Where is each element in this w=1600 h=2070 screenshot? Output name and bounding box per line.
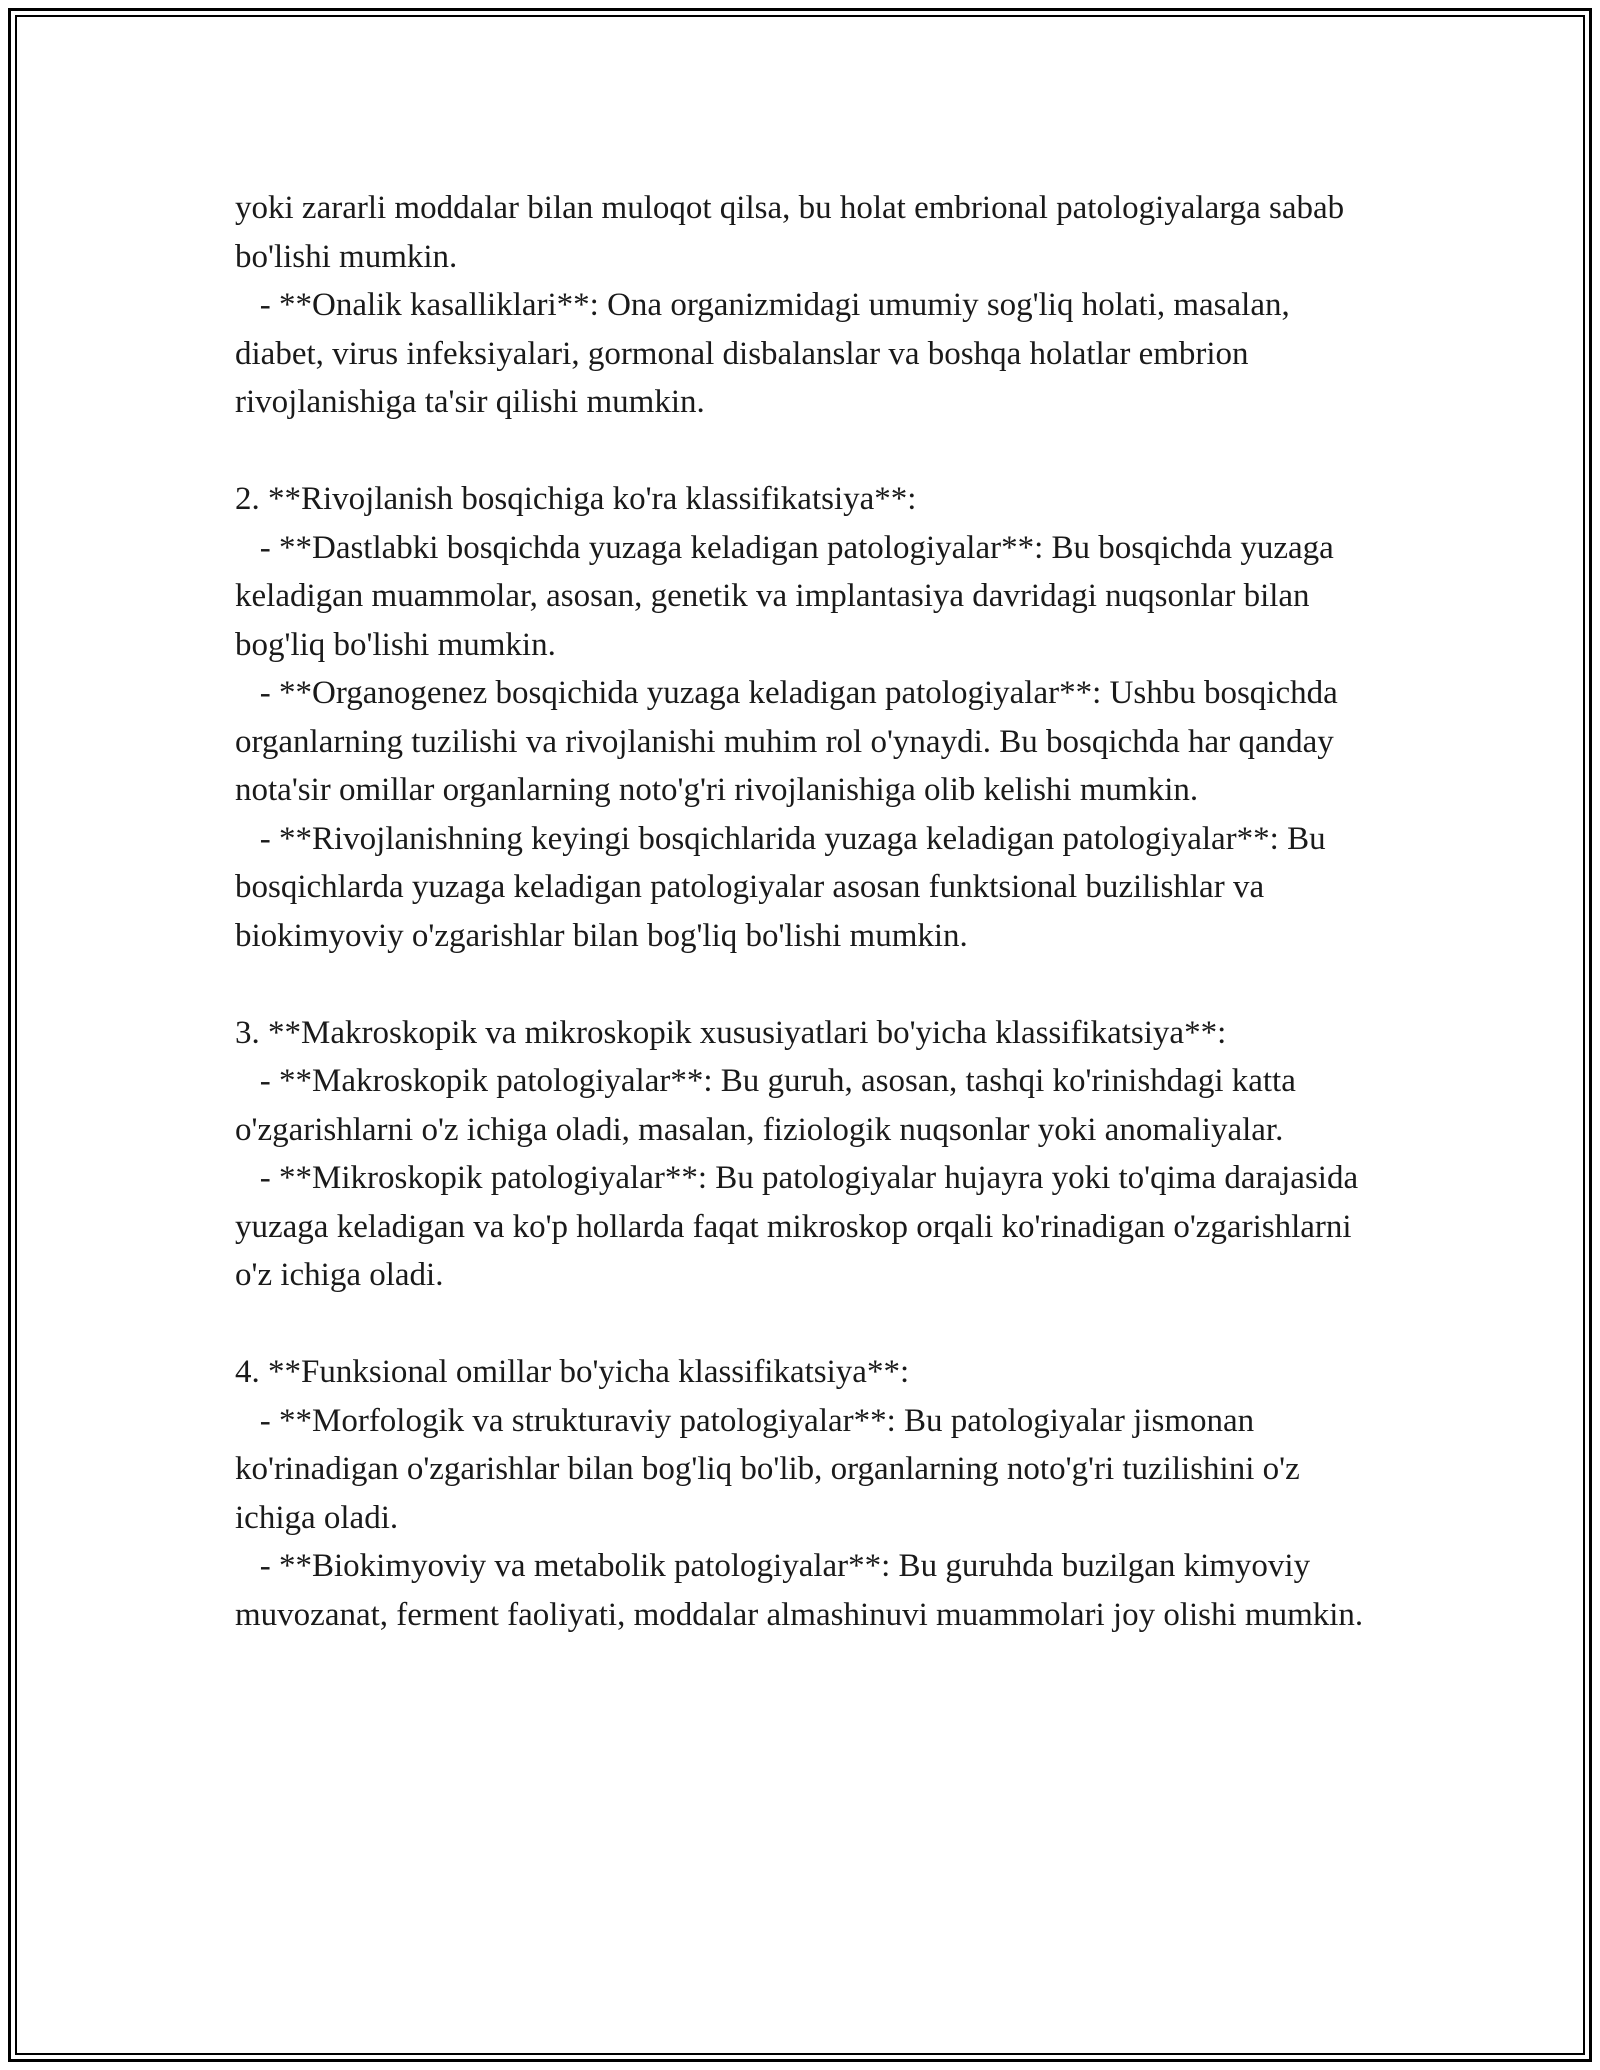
document-body bbox=[235, 184, 1375, 1639]
blank-line bbox=[235, 427, 1375, 476]
list-item-dastlabki-bosqich: - **Dastlabki bosqichda yuzaga keladigan patologiyalar**: Bu bosqichda yuzaga keladigan muammolar, asosan, genetik va implantasiya davridagi nuqsonlar bilan bog'liq bo'lishi mumkin. bbox=[235, 529, 1343, 663]
blank-line bbox=[235, 960, 1375, 1009]
list-item-keyingi-bosqichlar: - **Rivojlanishning keyingi bosqichlarida yuzaga keladigan patologiyalar**: Bu bosqichlarda yuzaga keladigan patologiyalar asosan funktsional buzilishlar va biokimyoviy o'zgarishlar bilan bog'liq bo'lishi mumkin. bbox=[235, 820, 1334, 954]
list-item-makroskopik: - **Makroskopik patologiyalar**: Bu guruh, asosan, tashqi ko'rinishdagi katta o'zgarishlarni o'z ichiga oladi, masalan, fiziologik nuqsonlar yoki anomaliyalar. bbox=[235, 1063, 1305, 1148]
list-item-onalik-kasalliklari: - **Onalik kasalliklari**: Ona organizmidagi umumiy sog'liq holati, masalan, diabet, virus infeksiyalari, gormonal disbalanslar va boshqa holatlar embrion rivojlanishiga ta'sir qilishi mumkin. bbox=[235, 287, 1298, 420]
section-heading-3: 3. **Makroskopik va mikroskopik xususiyatlari bo'yicha klassifikatsiya**: bbox=[235, 1014, 1227, 1051]
section-heading-2: 2. **Rivojlanish bosqichiga ko'ra klassifikatsiya**: bbox=[235, 481, 917, 517]
section-heading-4: 4. **Funksional omillar bo'yicha klassifikatsiya**: bbox=[235, 1354, 910, 1390]
blank-line bbox=[235, 1300, 1375, 1349]
list-item-morfologik: - **Morfologik va strukturaviy patologiyalar**: Bu patologiyalar jismonan ko'rinadigan o'zgarishlar bilan bog'liq bo'lib, organlarning noto'g'ri tuzilishini o'z ichiga oladi. bbox=[235, 1402, 1308, 1536]
list-item-biokimyoviy: - **Biokimyoviy va metabolik patologiyalar**: Bu guruhda buzilgan kimyoviy muvozanat, ferment faoliyati, moddalar almashinuvi muammolari joy olishi mumkin. bbox=[235, 1548, 1364, 1633]
list-item-mikroskopik: - **Mikroskopik patologiyalar**: Bu patologiyalar hujayra yoki to'qima darajasida yuzaga keladigan va ko'p hollarda faqat mikroskop orqali ko'rinadigan o'zgarishlarni o'z ichiga oladi. bbox=[235, 1160, 1367, 1293]
list-item-organogenez: - **Organogenez bosqichida yuzaga keladigan patologiyalar**: Ushbu bosqichda organlarning tuzilishi va rivojlanishi muhim rol o'ynaydi. Bu bosqichda har qanday nota'sir omillar organlarning noto'g'ri rivojlanishiga olib kelishi mumkin. bbox=[235, 675, 1346, 808]
paragraph-continuation: yoki zararli moddalar bilan muloqot qilsa, bu holat embrional patologiyalarga sabab bo'lishi mumkin. bbox=[235, 190, 1353, 275]
